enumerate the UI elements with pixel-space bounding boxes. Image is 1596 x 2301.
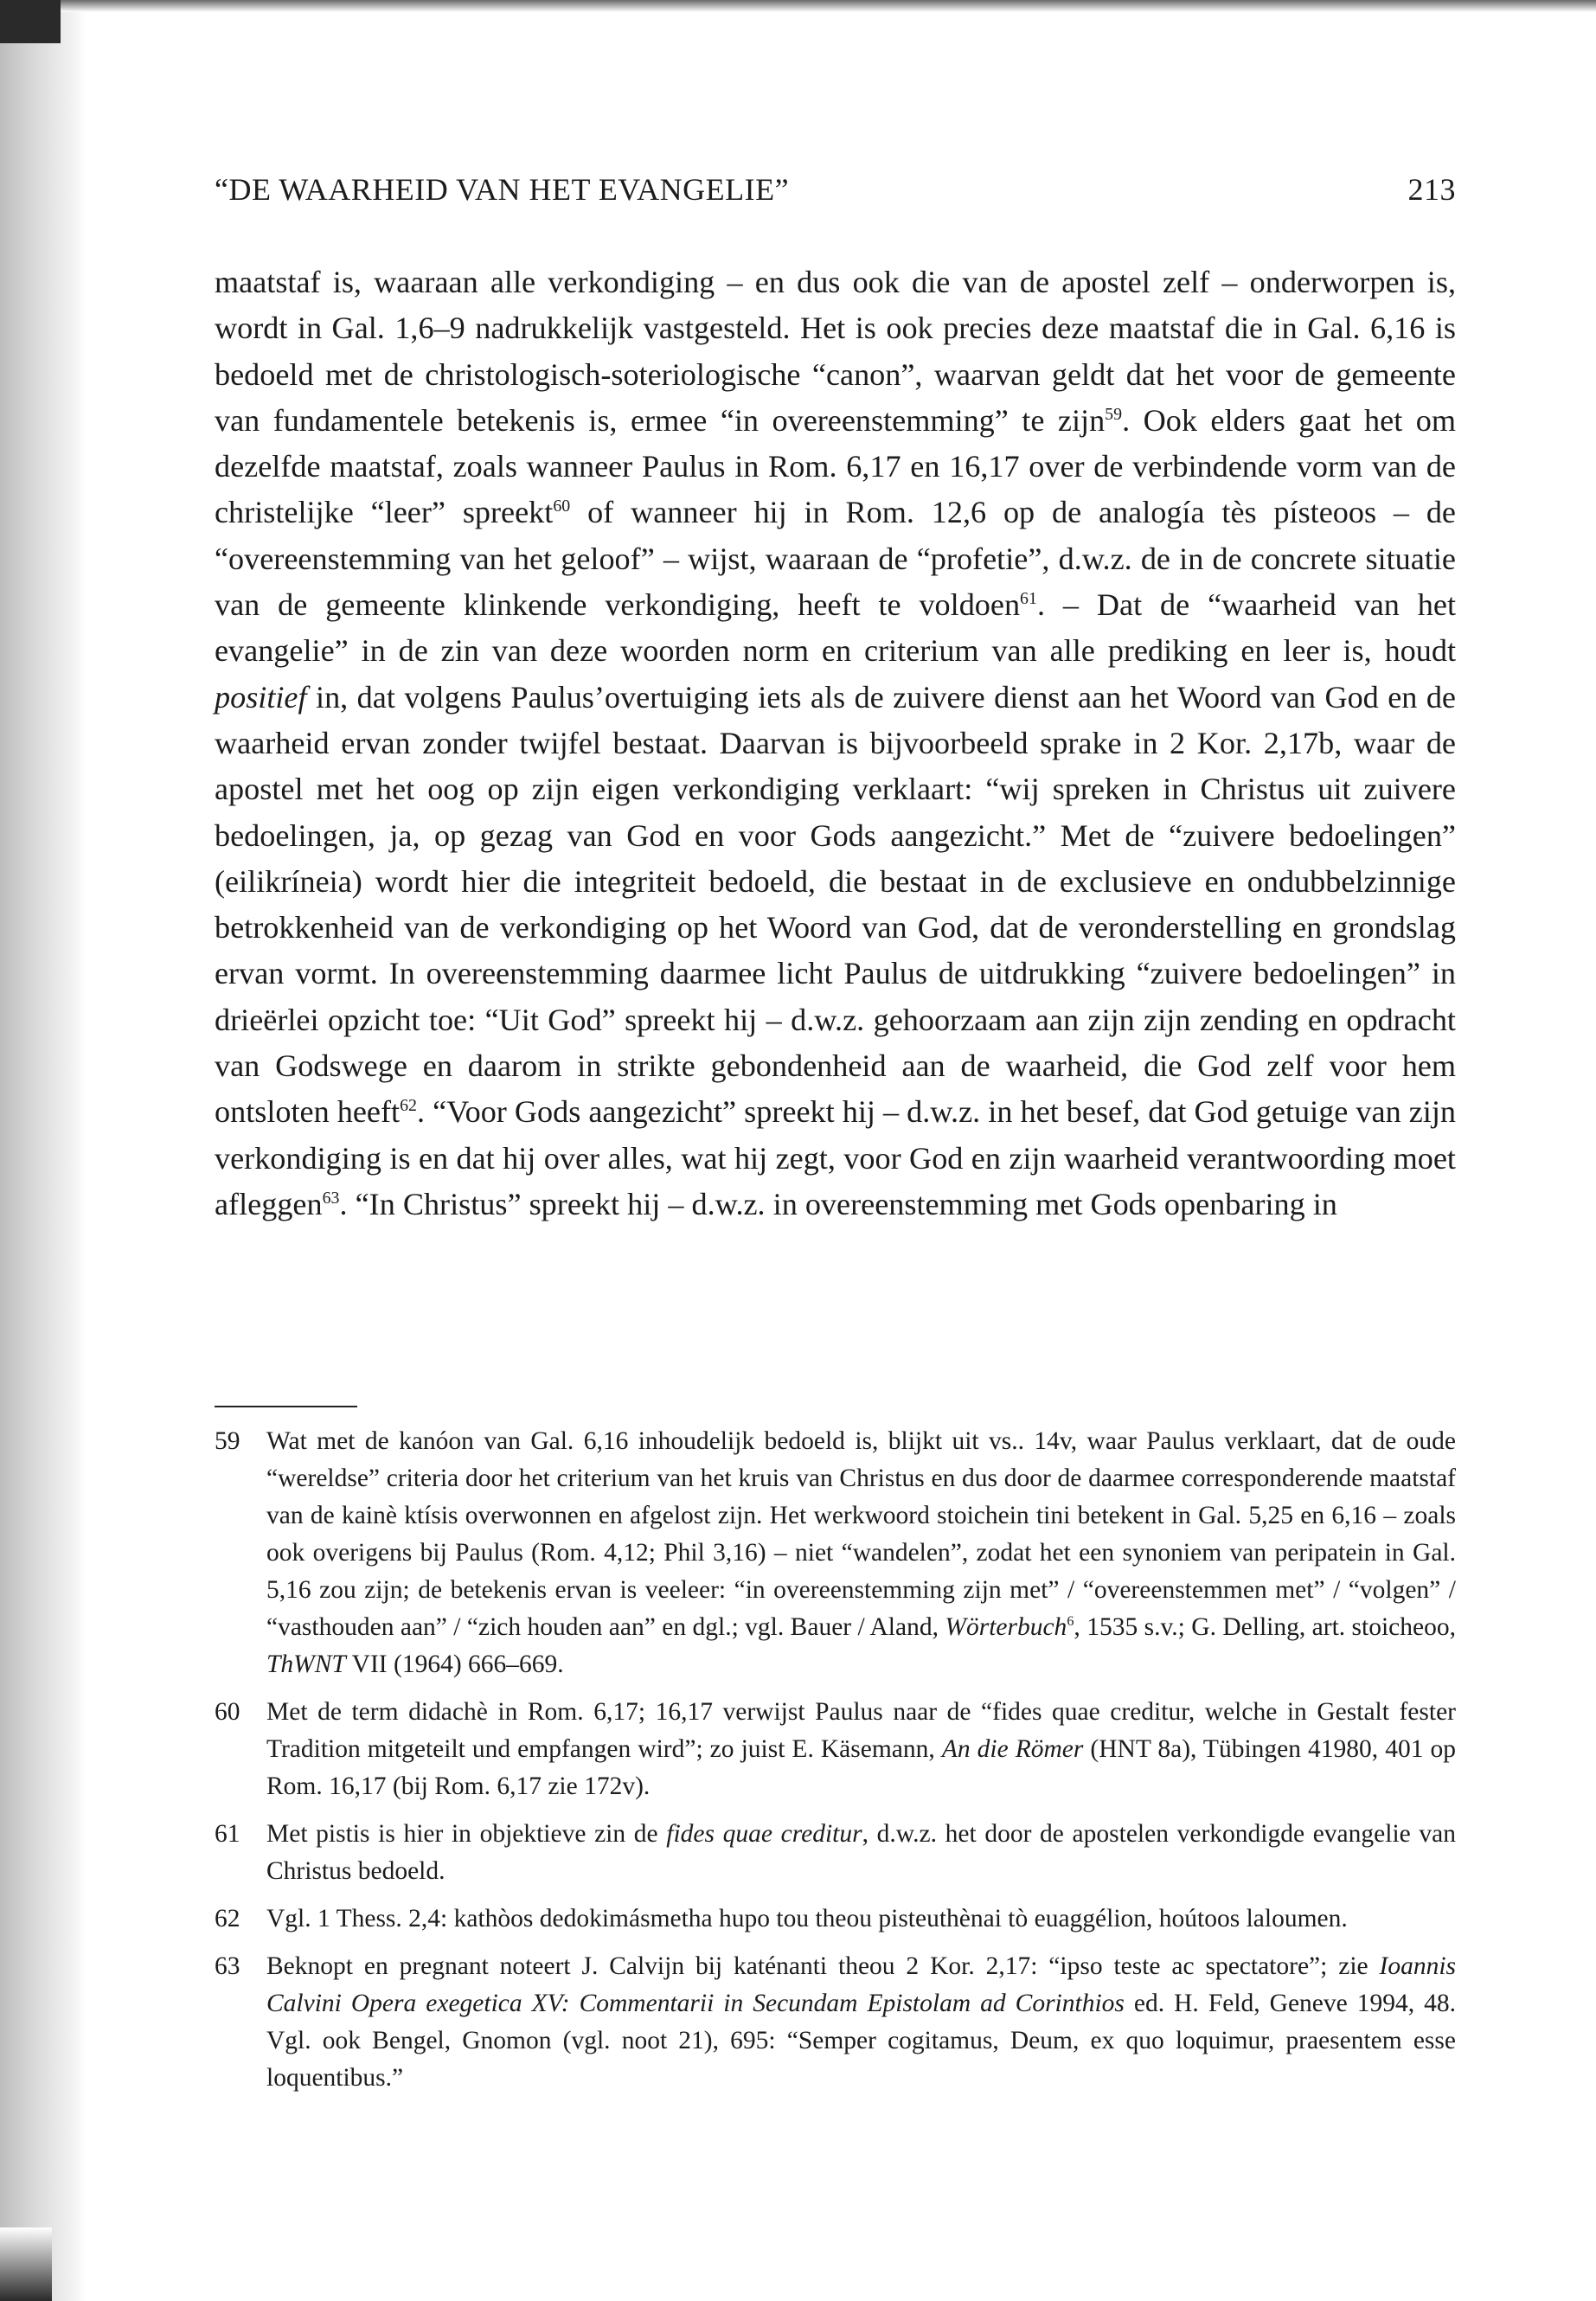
scan-shadow-top	[0, 0, 1596, 12]
text-run: , d.w.z. het door de apostelen verkondigde evangelie van Christus bedoeld.	[266, 1820, 1456, 1885]
footnote-59	[215, 1423, 1456, 1683]
text-run: . “Voor Gods aangezicht” spreekt hij – d.w.z. in het besef, dat God getuige van zijn verkondiging is en dat hij over alles, wat hij zegt, voor God en zijn waarheid verantwoording moet afleggen	[215, 1094, 1456, 1221]
text-run: (HNT 8a), Tübingen 41980, 401 op Rom. 16,17 (bij Rom. 6,17 zie 172v).	[266, 1735, 1456, 1800]
main-text	[215, 260, 1456, 1227]
footnote-ref: 59	[1105, 404, 1123, 424]
text-run: . “In Christus” spreekt hij – d.w.z. in overeenstemming met Gods openbaring in	[339, 1186, 1337, 1221]
text-run-italic: positief	[215, 679, 307, 715]
footnote-text	[266, 1423, 1456, 1683]
body-paragraph	[215, 260, 1456, 1227]
footnote-divider	[215, 1406, 357, 1407]
text-run: ed. H. Feld, Geneve 1994, 48. Vgl. ook Bengel, Gnomon (vgl. noot 21), 695: “Semper cogitamus, Deum, ex quo loquimur, praesentem esse loquentibus.”	[266, 1990, 1456, 2092]
text-run-italic: Ioannis Calvini Opera exegetica XV: Commentarii in Secundam Epistolam ad Corinthios	[266, 1952, 1456, 2017]
text-run-italic: An die Römer	[941, 1735, 1084, 1763]
footnote-text	[266, 1948, 1456, 2097]
text-run: VII (1964) 666–669.	[345, 1650, 564, 1678]
footnote-ref: 60	[553, 497, 571, 516]
text-run: of wanneer hij in Rom. 12,6 op de analogía tès písteoos – de “overeenstemming van het geloof” – wijst, waaraan de “profetie”, d.w.z. de in de concrete situatie van de gemeente klinkende verkondiging, heeft te voldoen	[215, 495, 1456, 623]
footnote-ref: 61	[1020, 589, 1037, 609]
text-run-italic: ThWNT	[266, 1650, 346, 1678]
scan-corner-bottom	[0, 2227, 52, 2301]
footnote-number: 63	[215, 1952, 240, 1980]
footnotes	[215, 1423, 1456, 2107]
footnote-number: 62	[215, 1905, 240, 1932]
text-run-italic: fides quae creditur	[666, 1820, 862, 1848]
text-run: maatstaf is, waaraan alle verkondiging – en dus ook die van de apostel zelf – onderworpen is, wordt in Gal. 1,6–9 nadrukkelijk vastgesteld. Het is ook precies deze maatstaf die in Gal. 6,16 is bedoeld met de christologisch-soteriologische “canon”, waarvan geldt dat het voor de gemeente van fundamentele betekenis is, ermee “in overeenstemming” te zijn	[215, 265, 1456, 438]
text-run: in, dat volgens Paulus’overtuiging iets als de zuivere dienst aan het Woord van God en de waarheid ervan zonder twijfel bestaat. Daarvan is bijvoorbeeld sprake in 2 Kor. 2,17b, waar de apostel met het oog op zijn eigen verkondiging verklaart: “wij spreken in Christus uit zuivere bedoelingen, ja, op gezag van God en voor Gods aangezicht.” Met de “zuivere bedoelingen” (eilikríneia) wordt hier die integriteit bedoeld, die bestaat in de exclusieve en ondubbelzinnige betrokkenheid van de verkondiging op het Woord van God, dat de veronderstelling en grondslag ervan vormt. In overeenstemming daarmee licht Paulus de uitdrukking “zuivere bedoelingen” in drieërlei opzicht toe: “Uit God” spreekt hij – d.w.z. gehoorzaam aan zijn zijn zending en opdracht van Godswege en daarom in strikte gebondenheid aan de waarheid, die God zelf voor hem ontsloten heeft	[215, 679, 1456, 1130]
running-head	[215, 171, 1456, 208]
text-run: Wat met de kanóon van Gal. 6,16 inhoudelijk bedoeld is, blijkt uit vs.. 14v, waar Paulus verklaart, dat de oude “wereldse” criteria door het criterium van het kruis van Christus en dus door de daarmee corresponderende maatstaf van de kainè ktísis overwonnen en afgelost zijn. Het werkwoord stoichein tini betekent in Gal. 5,25 en 6,16 – zoals ook overigens bij Paulus (Rom. 4,12; Phil 3,16) – niet “wandelen”, zodat het een synoniem van peripatein in Gal. 5,16 zou zijn; de betekenis ervan is veeleer: “in overeenstemming zijn met” / “overeenstemmen met” / “volgen” / “vasthouden aan” / “zich houden aan” en dgl.; vgl. Bauer / Aland,	[266, 1427, 1456, 1641]
footnote-63	[215, 1948, 1456, 2097]
footnote-number: 60	[215, 1698, 240, 1726]
page-number: 213	[1407, 172, 1456, 207]
superscript: 6	[1067, 1613, 1074, 1630]
text-run: , 1535 s.v.; G. Delling, art. stoicheoo,	[1074, 1613, 1456, 1641]
text-run: Met de term didachè in Rom. 6,17; 16,17 verwijst Paulus naar de “fides quae creditur, welche in Gestalt fester Tradition mitgeteilt und empfangen wird”; zo juist E. Käsemann,	[266, 1698, 1456, 1763]
footnote-ref: 62	[400, 1096, 417, 1116]
footnote-number: 61	[215, 1820, 240, 1848]
text-run-italic: Wörterbuch	[945, 1613, 1067, 1641]
footnote-62	[215, 1900, 1456, 1938]
footnote-text	[266, 1694, 1456, 1805]
scan-corner-top	[0, 0, 61, 43]
footnote-text: Vgl. 1 Thess. 2,4: kathòos dedokimásmetha hupo tou theou pisteuthènai tò euaggélion, hoútoos laloumen.	[266, 1905, 1348, 1932]
footnote-60	[215, 1694, 1456, 1805]
footnote-number: 59	[215, 1427, 240, 1455]
text-run: Beknopt en pregnant noteert J. Calvijn bij katénanti theou 2 Kor. 2,17: “ipso teste ac spectatore”; zie	[266, 1952, 1380, 1980]
running-title: “DE WAARHEID VAN HET EVANGELIE”	[215, 172, 790, 207]
scan-shadow-left	[0, 0, 87, 2301]
text-run: . Ook elders gaat het om dezelfde maatstaf, zoals wanneer Paulus in Rom. 6,17 en 16,17 over de verbindende vorm van de christelijke “leer” spreekt	[215, 402, 1456, 530]
text-run: Met pistis is hier in objektieve zin de	[266, 1820, 667, 1848]
footnote-ref: 63	[322, 1188, 340, 1208]
footnote-text	[266, 1816, 1456, 1890]
footnote-61	[215, 1816, 1456, 1890]
text-run: . – Dat de “waarheid van het evangelie” in de zin van deze woorden norm en criterium van alle prediking en leer is, houdt	[215, 587, 1456, 669]
